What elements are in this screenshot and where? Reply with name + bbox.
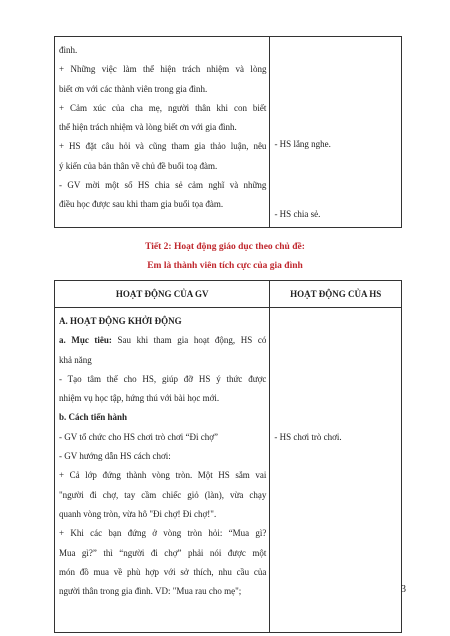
lesson-table-continued [54, 36, 402, 228]
goal-line [55, 331, 269, 350]
text-line: - HS chia sẻ. [274, 209, 321, 219]
goal-label: a. Mục tiêu: [59, 335, 112, 346]
text-line: + Khi các bạn đứng ở vòng tròn hỏi: “Mua gì? [59, 528, 267, 539]
teacher-activity-cell [55, 37, 270, 228]
text-line: quanh vòng tròn, vừa hô "Đi chợ! Đi chợ!". [59, 508, 217, 519]
method-label: b. Cách tiến hành [59, 412, 128, 423]
text-line: món đồ mua về phù hợp với sở thích, nhu cầu của [59, 566, 267, 577]
header-student: HOẠT ĐỘNG CỦA HS [270, 281, 402, 308]
text-line: + HS đặt câu hỏi và cũng tham gia thảo luận, nêu [59, 141, 267, 152]
teacher-activity-cell [55, 308, 270, 633]
text-line: - GV mời một số HS chia sẻ cảm nghĩ và những [59, 180, 267, 191]
text-line: - GV hướng dẫn HS cách chơi: [59, 451, 171, 462]
text-line: - HS lắng nghe. [274, 139, 331, 149]
section-title-line2: Em là thành viên tích cực của gia đình [147, 261, 303, 271]
text-line: nhiệm vụ học tập, hứng thú với bài học mới. [59, 393, 220, 404]
text-line: điều học được sau khi tham gia buổi tọa đàm. [59, 199, 224, 210]
student-activity-cell [270, 308, 402, 633]
student-activity-cell [270, 37, 402, 228]
text-line: ý kiến của bản thân về chủ đề buổi toạ đàm. [59, 160, 218, 171]
text-line: thể hiện trách nhiệm và lòng biết ơn với gia đình. [59, 122, 237, 133]
goal-text: Sau khi tham gia hoạt động, HS có [111, 335, 267, 346]
text-line: khả năng [59, 354, 92, 365]
text-line: - GV tổ chức cho HS chơi trò chơi “Đi chợ” [59, 431, 218, 442]
text-line: đình. [59, 45, 78, 55]
text-line: - Tạo tâm thế cho HS, giúp đỡ HS ý thức được [59, 373, 267, 384]
page-number: 3 [401, 584, 406, 595]
text-line: Mua gì?” thì “người đi chợ” phải nói được một [59, 547, 267, 558]
text-line: - HS chơi trò chơi. [274, 432, 342, 442]
section-title-line1: Tiết 2: Hoạt động giáo dục theo chủ đề: [145, 242, 305, 252]
text-line: "người đi chợ, tay cầm chiếc giỏ (làn), vừa chạy [59, 489, 267, 500]
text-line: + Cảm xúc của cha mẹ, người thân khi con biết [59, 102, 267, 113]
lesson-table [54, 280, 402, 633]
header-teacher: HOẠT ĐỘNG CỦA GV [55, 281, 270, 308]
text-line: + Cả lớp đứng thành vòng tròn. Một HS sắm vai [59, 470, 267, 481]
text-line: + Những việc làm thể hiện trách nhiệm và lòng [59, 64, 267, 75]
text-line: biết ơn với các thành viên trong gia đình. [59, 83, 208, 94]
activity-heading: A. HOẠT ĐỘNG KHỞI ĐỘNG [59, 316, 182, 326]
text-line: người thân trong gia đình. VD: "Mua rau cho mẹ"; [59, 586, 242, 597]
